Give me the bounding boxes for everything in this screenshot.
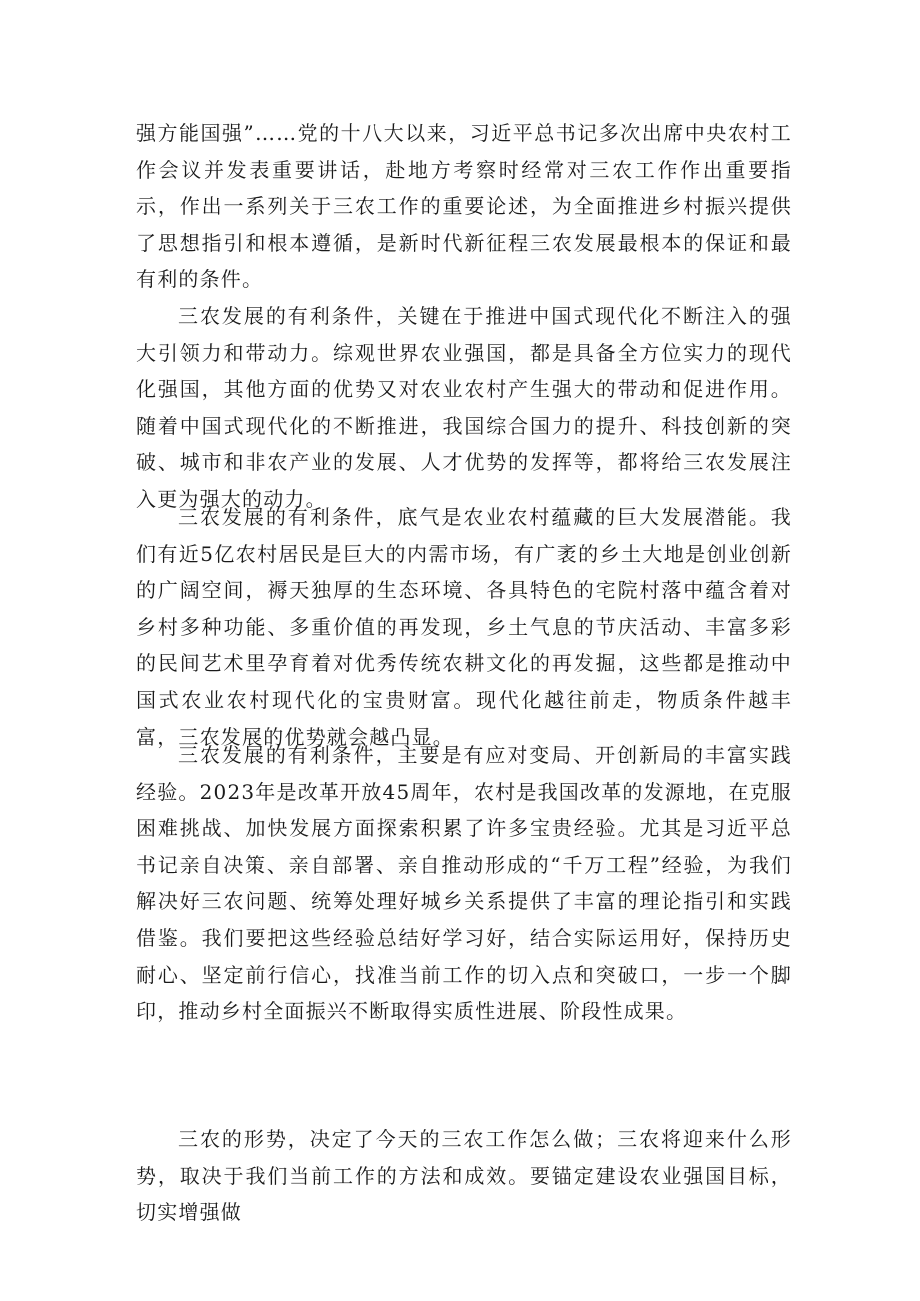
- paragraph-1: 强方能国强”……党的十八大以来，习近平总书记多次出席中央农村工作会议并发表重要讲话，赴地方考察时经常对三农工作作出重要指示，作出一系列关于三农工作的重要论述，为全面推进乡村振兴提供了思想指引和根本遵循，是新时代新征程三农发展最根本的保证和最有利的条件。: [136, 121, 792, 292]
- paragraph-2: 三农发展的有利条件，关键在于推进中国式现代化不断注入的强大引领力和带动力。综观世界农业强国，都是具备全方位实力的现代化强国，其他方面的优势又对农业农村产生强大的带动和促进作用。随着中国式现代化的不断推进，我国综合国力的提升、科技创新的突破、城市和非农产业的发展、人才优势的发挥等，都将给三农发展注入更为强大的动力。: [136, 304, 792, 511]
- paragraph-5: 三农的形势，决定了今天的三农工作怎么做；三农将迎来什么形势，取决于我们当前工作的方法和成效。要锚定建设农业强国目标，切实增强做: [136, 1127, 792, 1225]
- paragraph-3: 三农发展的有利条件，底气是农业农村蕴藏的巨大发展潜能。我们有近5亿农村居民是巨大的内需市场，有广袤的乡土大地是创业创新的广阔空间，褥天独厚的生态环境、各具特色的宅院村落中蕴含着对乡村多种功能、多重价值的再发现，乡土气息的节庆活动、丰富多彩的民间艺术里孕育着对优秀传统农耕文化的再发掘，这些都是推动中国式农业农村现代化的宝贵财富。现代化越往前走，物质条件越丰富，三农发展的优势就会越凸显。: [136, 505, 792, 749]
- paragraph-4: 三农发展的有利条件，主要是有应对变局、开创新局的丰富实践经验。2023年是改革开放45周年，农村是我国改革的发源地，在克服困难挑战、加快发展方面探索积累了许多宝贵经验。尤其是习近平总书记亲自决策、亲自部署、亲自推动形成的“千万工程”经验，为我们解决好三农问题、统筹处理好城乡关系提供了丰富的理论指引和实践借鉴。我们要把这些经验总结好学习好，结合实际运用好，保持历史耐心、坚定前行信心，找准当前工作的切入点和突破口，一步一个脚印，推动乡村全面振兴不断取得实质性进展、阶段性成果。: [136, 743, 792, 1024]
